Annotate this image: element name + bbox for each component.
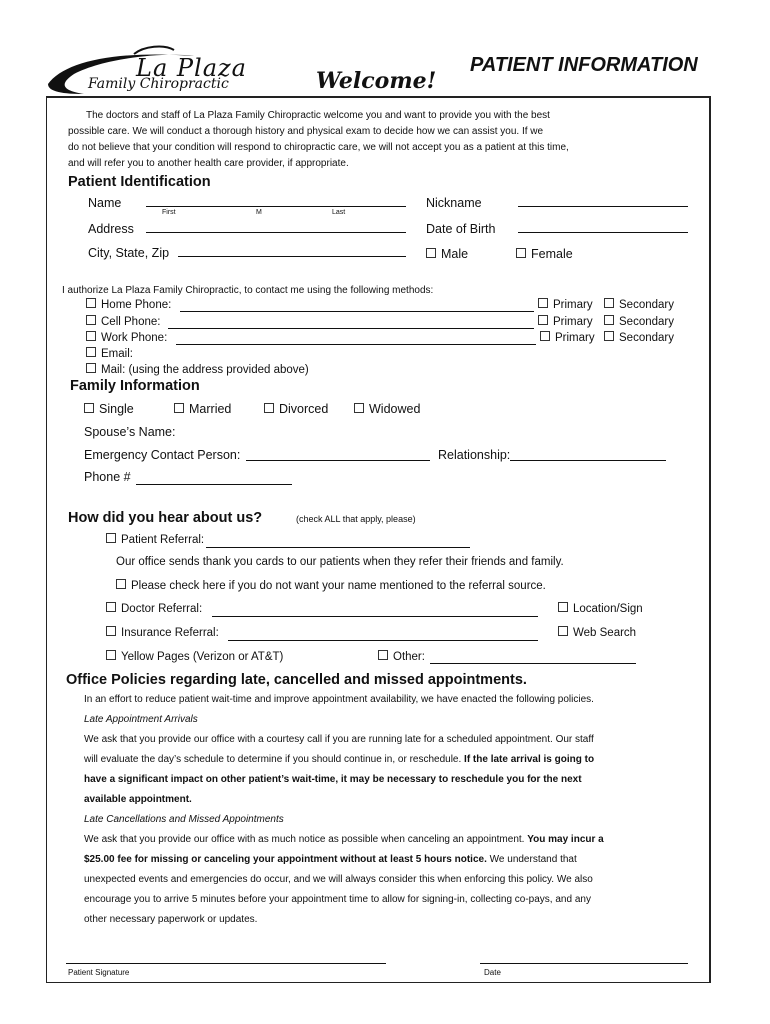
work-primary-option[interactable] <box>540 331 595 344</box>
widowed-option[interactable] <box>354 402 420 416</box>
cell-secondary-label: Secondary <box>619 316 674 328</box>
married-label: Married <box>189 402 232 416</box>
work-secondary-option[interactable] <box>604 331 674 344</box>
dob-label: Date of Birth <box>426 222 496 236</box>
location-label: Location/Sign <box>573 603 643 615</box>
family-information-heading: Family Information <box>70 378 200 394</box>
no-name-checkbox[interactable] <box>116 579 126 589</box>
intro-line-4: and will refer you to another health care provider, if appropriate. <box>68 158 349 169</box>
hear-heading: How did you hear about us? <box>68 510 263 526</box>
no-name-label: Please check here if you do not want your name mentioned to the referral source. <box>131 580 546 592</box>
work-phone-field[interactable] <box>176 344 536 345</box>
home-secondary-option[interactable] <box>604 298 674 311</box>
cancel-line-2-bold: $25.00 fee for missing or canceling your appointment without at least 5 hours notice. <box>84 854 487 865</box>
insurance-referral-option[interactable] <box>106 626 219 639</box>
work-secondary-label: Secondary <box>619 332 674 344</box>
widowed-checkbox[interactable] <box>354 403 364 413</box>
other-field[interactable] <box>430 663 636 664</box>
single-checkbox[interactable] <box>84 403 94 413</box>
patient-identification-heading: Patient Identification <box>68 174 211 190</box>
patient-referral-option[interactable] <box>106 533 204 546</box>
intro-line-2: possible care. We will conduct a thorough history and physical exam to decide how we can assist you. If we <box>68 126 544 137</box>
no-name-option[interactable] <box>116 579 546 592</box>
home-primary-option[interactable] <box>538 298 593 311</box>
patient-signature-label: Patient Signature <box>68 968 130 977</box>
date-label: Date <box>484 968 501 977</box>
late-line-4: available appointment. <box>84 794 192 805</box>
yellow-pages-option[interactable] <box>106 650 283 663</box>
insurance-referral-label: Insurance Referral: <box>121 627 219 639</box>
logo-subtitle: Family Chiropractic <box>88 76 229 92</box>
work-phone-option[interactable] <box>86 331 167 344</box>
policies-intro: In an effort to reduce patient wait-time and improve appointment availability, we have enacted the following policies. <box>84 694 594 705</box>
mail-option[interactable] <box>86 363 309 376</box>
other-label: Other: <box>393 651 425 663</box>
insurance-referral-field[interactable] <box>228 640 538 641</box>
work-phone-label: Work Phone: <box>101 332 168 344</box>
location-checkbox[interactable] <box>558 602 568 612</box>
nickname-label: Nickname <box>426 196 482 210</box>
cancel-line-1 <box>84 830 694 850</box>
male-option[interactable] <box>426 247 468 261</box>
other-checkbox[interactable] <box>378 650 388 660</box>
work-phone-checkbox[interactable] <box>86 331 96 341</box>
first-label: First <box>162 209 176 216</box>
doctor-referral-option[interactable] <box>106 602 202 615</box>
page-title: PATIENT INFORMATION <box>470 54 698 76</box>
date-field[interactable] <box>480 963 688 964</box>
name-label: Name <box>88 196 122 210</box>
cell-phone-option[interactable] <box>86 315 160 328</box>
emergency-field[interactable] <box>246 460 430 461</box>
cell-primary-checkbox[interactable] <box>538 315 548 325</box>
address-field[interactable] <box>146 232 406 233</box>
home-primary-checkbox[interactable] <box>538 298 548 308</box>
phone-field[interactable] <box>136 484 292 485</box>
married-option[interactable] <box>174 402 231 416</box>
spouse-label: Spouse’s Name: <box>84 425 176 439</box>
home-primary-label: Primary <box>553 299 593 311</box>
single-label: Single <box>99 402 134 416</box>
relationship-label: Relationship: <box>438 448 511 462</box>
thanks-text: Our office sends thank you cards to our patients when they refer their friends and family. <box>116 556 564 568</box>
hear-note: (check ALL that apply, please) <box>296 514 416 524</box>
m-label: M <box>256 209 262 216</box>
male-checkbox[interactable] <box>426 248 436 258</box>
home-secondary-checkbox[interactable] <box>604 298 614 308</box>
cell-secondary-option[interactable] <box>604 315 674 328</box>
logo-brand: La Plaza <box>136 54 247 82</box>
work-secondary-checkbox[interactable] <box>604 331 614 341</box>
home-secondary-label: Secondary <box>619 299 674 311</box>
married-checkbox[interactable] <box>174 403 184 413</box>
cancel-line-4: encourage you to arrive 5 minutes before your appointment time to allow for signing-in, collecting co-pays, and any <box>84 894 591 905</box>
late-line-3: have a significant impact on other patient’s wait-time, it may be necessary to reschedule you for the next <box>84 774 582 785</box>
cell-secondary-checkbox[interactable] <box>604 315 614 325</box>
city-label: City, State, Zip <box>88 246 170 260</box>
cell-phone-checkbox[interactable] <box>86 315 96 325</box>
address-label: Address <box>88 222 134 236</box>
home-phone-option[interactable] <box>86 298 171 311</box>
email-checkbox[interactable] <box>86 347 96 357</box>
location-option[interactable] <box>558 602 643 615</box>
cell-phone-field[interactable] <box>168 328 534 329</box>
late-line-1: We ask that you provide our office with a courtesy call if you are running late for a scheduled appointment. Our staff <box>84 734 594 745</box>
dob-field[interactable] <box>518 232 688 233</box>
single-option[interactable] <box>84 402 134 416</box>
cell-primary-label: Primary <box>553 316 593 328</box>
cancel-line-1-text: We ask that you provide our office with as much notice as possible when canceling an appointment. <box>84 834 528 845</box>
intro-line-1: The doctors and staff of La Plaza Family Chiropractic welcome you and want to provide you with the best <box>86 110 550 121</box>
doctor-referral-checkbox[interactable] <box>106 602 116 612</box>
nickname-field[interactable] <box>518 206 688 207</box>
intro-line-3: do not believe that your condition will respond to chiropractic care, we will not accept you as a patient at this time, <box>68 142 569 153</box>
cancel-line-1-bold: You may incur a <box>527 834 604 845</box>
late-line-2 <box>84 750 694 770</box>
emergency-label: Emergency Contact Person: <box>84 448 241 462</box>
insurance-referral-checkbox[interactable] <box>106 626 116 636</box>
phone-label: Phone # <box>84 470 131 484</box>
cell-phone-label: Cell Phone: <box>101 316 161 328</box>
name-field[interactable] <box>146 206 406 207</box>
late-arrivals-title: Late Appointment Arrivals <box>84 714 198 725</box>
patient-referral-field[interactable] <box>206 547 470 548</box>
welcome-text: Welcome! <box>316 68 437 94</box>
home-phone-field[interactable] <box>180 311 534 312</box>
yellow-pages-label: Yellow Pages (Verizon or AT&T) <box>121 651 284 663</box>
cancellations-title: Late Cancellations and Missed Appointments <box>84 814 284 825</box>
patient-referral-checkbox[interactable] <box>106 533 116 543</box>
doctor-referral-label: Doctor Referral: <box>121 603 203 615</box>
work-primary-checkbox[interactable] <box>540 331 550 341</box>
mail-checkbox[interactable] <box>86 363 96 373</box>
female-checkbox[interactable] <box>516 248 526 258</box>
female-option[interactable] <box>516 247 573 261</box>
patient-signature-field[interactable] <box>66 963 386 964</box>
divorced-checkbox[interactable] <box>264 403 274 413</box>
widowed-label: Widowed <box>369 402 421 416</box>
authorize-text: I authorize La Plaza Family Chiropractic, to contact me using the following methods: <box>62 285 434 296</box>
late-line-2-text: will evaluate the day’s schedule to determine if you should continue in, or reschedule. <box>84 754 465 765</box>
web-search-checkbox[interactable] <box>558 626 568 636</box>
web-search-option[interactable] <box>558 626 636 639</box>
email-label: Email: <box>101 348 133 360</box>
web-search-label: Web Search <box>573 627 637 639</box>
divorced-label: Divorced <box>279 402 329 416</box>
relationship-field[interactable] <box>510 460 666 461</box>
doctor-referral-field[interactable] <box>212 616 538 617</box>
cancel-line-3: unexpected events and emergencies do occur, and we will always consider this when enforcing this policy. We also <box>84 874 593 885</box>
logo <box>44 44 284 100</box>
yellow-pages-checkbox[interactable] <box>106 650 116 660</box>
cancel-line-5: other necessary paperwork or updates. <box>84 914 258 925</box>
home-phone-label: Home Phone: <box>101 299 172 311</box>
cell-primary-option[interactable] <box>538 315 593 328</box>
female-label: Female <box>531 247 573 261</box>
male-label: Male <box>441 247 469 261</box>
home-phone-checkbox[interactable] <box>86 298 96 308</box>
late-line-2-bold: If the late arrival is going to <box>464 754 595 765</box>
divorced-option[interactable] <box>264 402 328 416</box>
patient-referral-label: Patient Referral: <box>121 534 205 546</box>
policies-heading: Office Policies regarding late, cancelled and missed appointments. <box>66 672 527 688</box>
cancel-line-2-text: We understand that <box>486 854 577 865</box>
mail-label: Mail: (using the address provided above) <box>101 364 309 376</box>
city-field[interactable] <box>178 256 406 257</box>
email-option[interactable] <box>86 347 133 360</box>
last-label: Last <box>332 209 346 216</box>
other-option[interactable] <box>378 650 425 663</box>
work-primary-label: Primary <box>555 332 595 344</box>
cancel-line-2 <box>84 850 694 870</box>
